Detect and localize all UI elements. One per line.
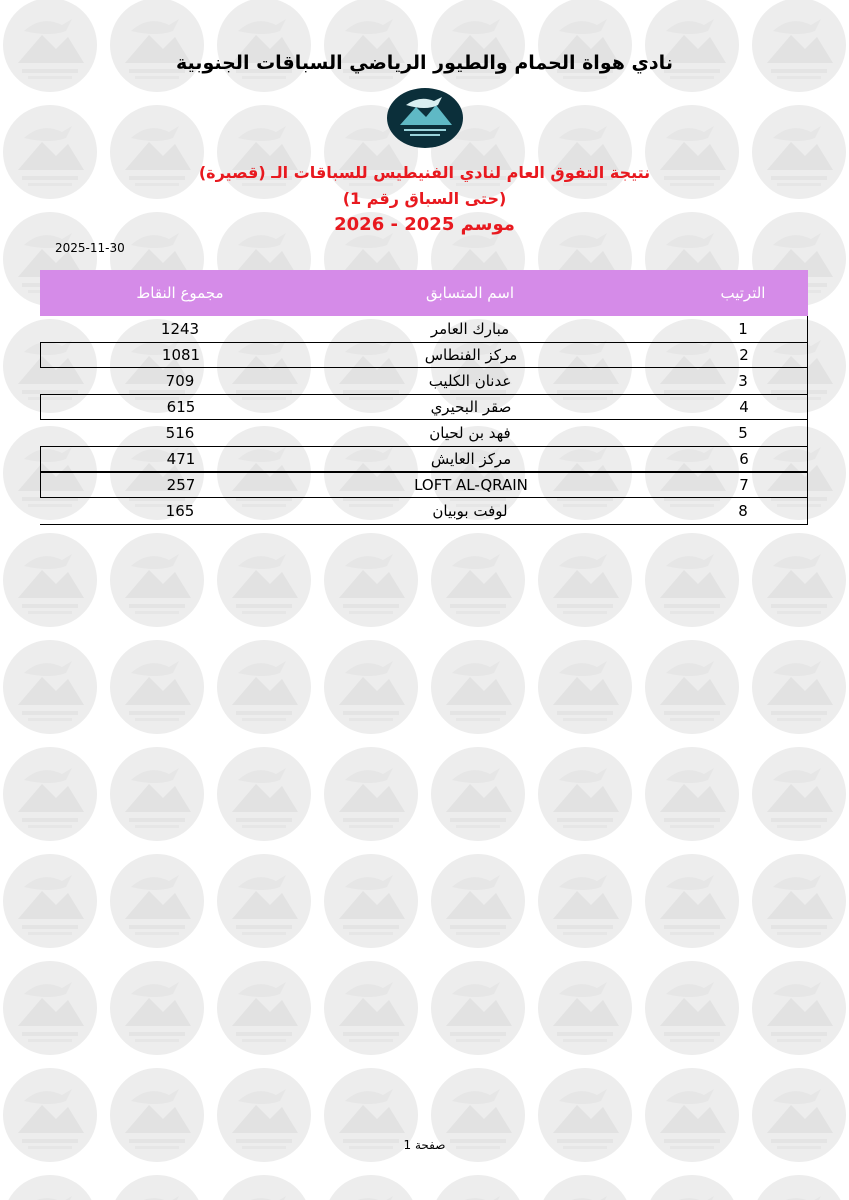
table-row xyxy=(40,342,808,368)
table-header xyxy=(40,270,808,316)
table-row xyxy=(40,446,808,472)
cell-points: 471 xyxy=(166,450,196,468)
report-date: 2025-11-30 xyxy=(55,241,125,255)
cell-rank: 5 xyxy=(738,424,748,442)
cell-name: عدنان الكليب xyxy=(428,372,512,390)
cell-points: 615 xyxy=(166,398,196,416)
cell-name: مركز العايش xyxy=(430,450,512,468)
cell-rank: 1 xyxy=(738,320,748,338)
cell-name: مبارك العامر xyxy=(430,320,510,338)
club-title: نادي هواة الحمام والطيور الرياضي السباقات الجنوبية xyxy=(176,52,673,74)
cell-rank: 7 xyxy=(739,476,749,494)
cell-rank: 2 xyxy=(739,346,749,364)
cell-rank: 8 xyxy=(738,502,748,520)
cell-points: 1243 xyxy=(160,320,200,338)
results-table xyxy=(40,270,808,525)
cell-points: 516 xyxy=(165,424,195,442)
cell-rank: 6 xyxy=(739,450,749,468)
cell-name: مركز الفنطاس xyxy=(424,346,518,364)
table-row xyxy=(40,368,808,394)
result-title: نتيجة التفوق العام لنادي الفنيطيس للسباقات الـ (قصيرة) xyxy=(198,163,651,182)
cell-rank: 3 xyxy=(738,372,748,390)
race-until: (حتى السباق رقم 1) xyxy=(342,189,507,208)
table-row xyxy=(40,394,808,420)
header-rank: الترتيب xyxy=(720,284,766,302)
cell-name: LOFT AL-QRAIN xyxy=(414,476,528,494)
cell-points: 257 xyxy=(166,476,196,494)
cell-points: 165 xyxy=(165,502,195,520)
table-row xyxy=(40,420,808,446)
header-points: مجموع النقاط xyxy=(136,284,224,302)
cell-name: فهد بن لحيان xyxy=(429,424,511,442)
header-name: اسم المتسابق xyxy=(425,284,515,302)
cell-name: صقر البحيري xyxy=(430,398,512,416)
cell-points: 1081 xyxy=(161,346,201,364)
cell-rank: 4 xyxy=(739,398,749,416)
cell-points: 709 xyxy=(165,372,195,390)
cell-name: لوفت بوبيان xyxy=(432,502,508,520)
club-logo-icon xyxy=(386,87,464,149)
page-number: صفحة 1 xyxy=(403,1138,446,1152)
table-row xyxy=(40,498,808,525)
season-title: موسم 2025 - 2026 xyxy=(334,214,515,235)
table-row xyxy=(40,472,808,498)
table-row xyxy=(40,316,808,342)
